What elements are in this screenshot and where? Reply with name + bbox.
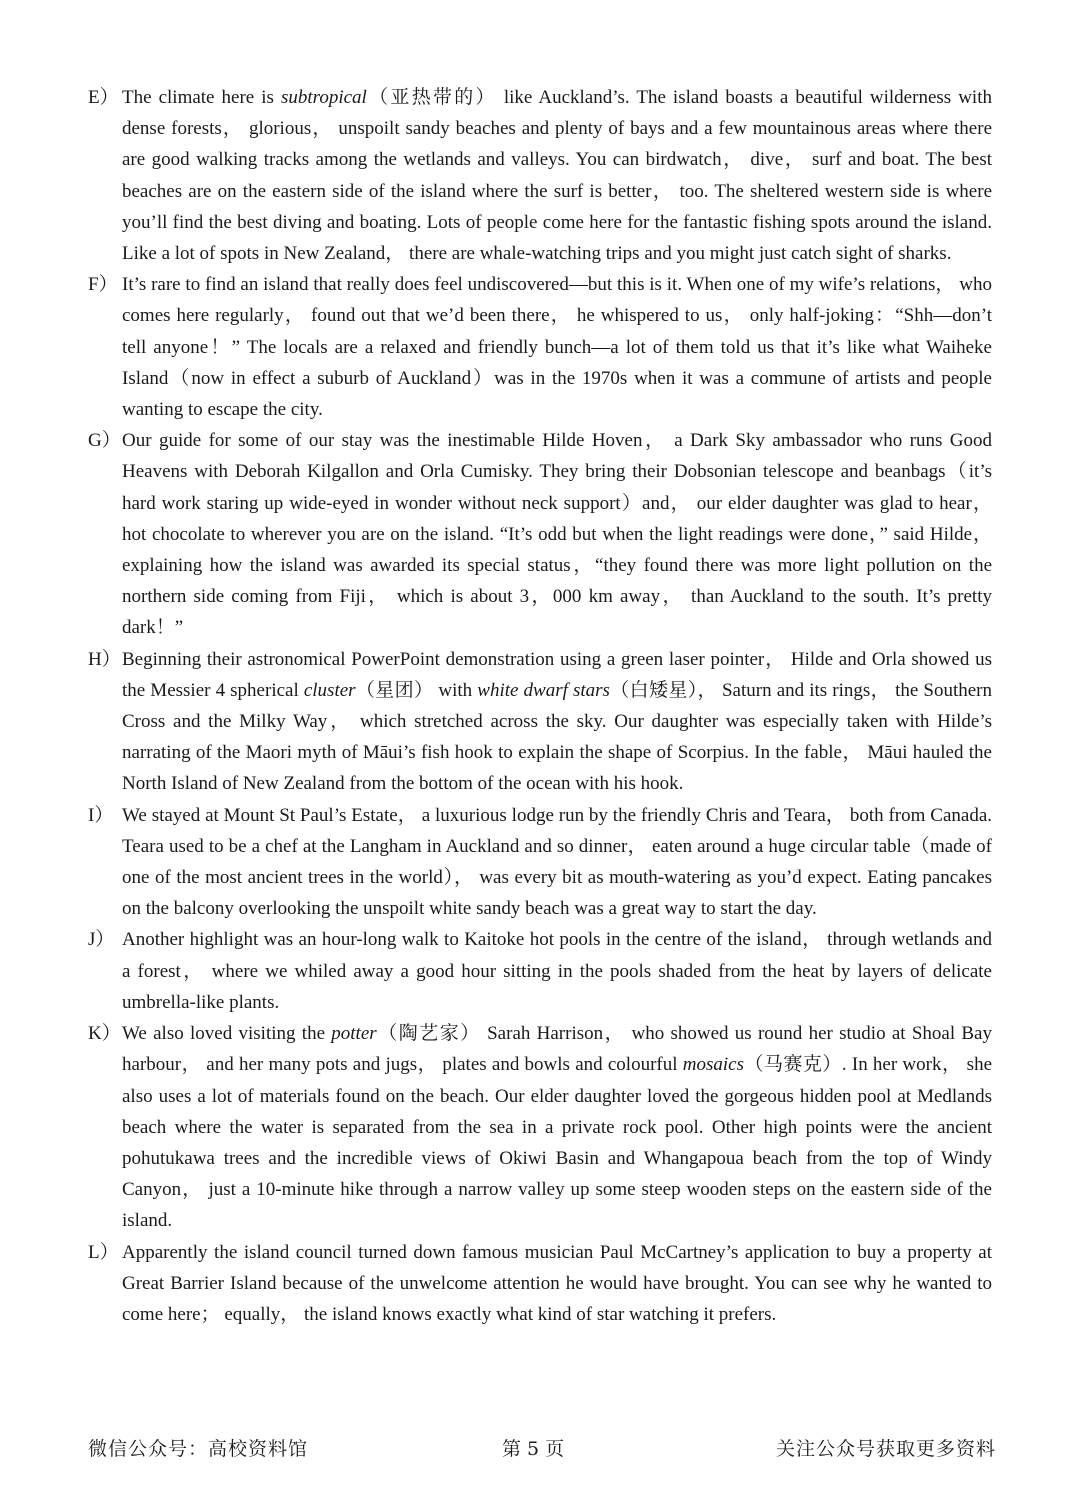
italic-term: white dwarf stars <box>477 679 610 701</box>
paragraph-text <box>122 924 992 1018</box>
text-run: （马赛克）. In her work， she also uses a lot of materials found on the beach. Our elder daughter loved the gorgeous hidden pool at Medlands beach where the water is separated from the sea in a private rock pool. Other high points were the ancient pohutukawa trees and the incredible views of Okiwi Basin and Whangapoua beach from the top of Windy Canyon， just a 10-minute hike through a narrow valley up some steep wooden steps on the eastern side of the island. <box>122 1054 993 1232</box>
paragraph-label: J） <box>88 929 115 951</box>
text-run: （亚热带的） like Auckland’s. The island boasts a beautiful wilderness with dense forests， glorious， unspoilt sandy beaches and plenty of bays and a few mountainous areas where there are good walking tracks among the wetlands and valleys. You can birdwatch， dive， surf and boat. The best beaches are on the eastern side of the island where the surf is better， too. The sheltered western side is where you’ll find the best diving and boating. Lots of people come here for the fantastic fishing spots around the island. Like a lot of spots in New Zealand， there are whale-watching trips and you might just catch sight of sharks. <box>122 87 992 265</box>
text-run: Another highlight was an hour-long walk to Kaitoke hot pools in the centre of the island， through wetlands and a forest， where we whiled away a good hour sitting in the pools shaded from the heat by layers of delicate umbrella-like plants. <box>122 929 992 1013</box>
footer-follow-note: 关注公众号获取更多资料 <box>775 1438 996 1460</box>
paragraph-h <box>88 644 992 800</box>
text-run: （白矮星）， Saturn and its rings， the Southern Cross and the Milky Way， which stretched across the sky. Our daughter was especially taken with Hilde’s narrating of the Maori myth of Māui’s fish hook to explain the shape of Scorpius. In the fable， Māui hauled the North Island of New Zealand from the bottom of the ocean with his hook. <box>122 679 992 795</box>
paragraph-text <box>122 425 992 643</box>
paragraph-label: E） <box>88 87 119 108</box>
text-run: We also loved visiting the <box>122 1023 332 1045</box>
paragraph-text <box>122 82 992 269</box>
italic-term: cluster <box>303 679 356 701</box>
italic-term: mosaics <box>682 1054 744 1076</box>
text-run: （陶艺家） Sarah Harrison， who showed us round her studio at Shoal Bay harbour， and her many pots and jugs， plates and bowls and colourful <box>122 1023 992 1076</box>
text-run: （星团） with <box>355 679 478 701</box>
paragraph-i <box>88 800 992 925</box>
text-run: Beginning their astronomical PowerPoint demonstration using a green laser pointer， Hilde and Orla showed us the Messier 4 spherical <box>122 648 992 701</box>
paragraph-label: L） <box>88 1241 119 1263</box>
text-run: The climate here is <box>122 87 281 108</box>
article-body <box>88 82 992 1330</box>
text-run: Apparently the island council turned down famous musician Paul McCartney’s application to buy a property at Great Barrier Island because of the unwelcome attention he would have brought. You can see why he wanted to come here； equally， the island knows exactly what kind of star watching it prefers. <box>122 1241 992 1325</box>
paragraph-j <box>88 924 992 1018</box>
italic-term: potter <box>331 1023 377 1045</box>
paragraph-g <box>88 425 992 643</box>
text-run: It’s rare to find an island that really does feel undiscovered—but this is it. When one of my wife’s relations， who comes here regularly， found out that we’d been there， he whispered to us， only half-joking：“Shh—don’t tell anyone！” The locals are a relaxed and friendly bunch—a lot of them told us that it’s like what Waiheke Island（now in effect a suburb of Auckland）was in the 1970s when it was a commune of artists and people wanting to escape the city. <box>122 274 992 421</box>
italic-term: subtropical <box>280 87 367 108</box>
text-run: Our guide for some of our stay was the inestimable Hilde Hoven， a Dark Sky ambassador who runs Good Heavens with Deborah Kilgallon and Orla Cumisky. They bring their Dobsonian telescope and beanbags（it’s hard work staring up wide-eyed in wonder without neck support）and， our elder daughter was glad to hear， hot chocolate to wherever you are on the island. “It’s odd but when the light readings were done，” said Hilde， explaining how the island was awarded its special status，“they found there was more light pollution on the northern side coming from Fiji， which is about 3，000 km away， than Auckland to the south. It’s pretty dark！” <box>122 430 992 639</box>
footer-wechat-account: 微信公众号：高校资料馆 <box>88 1438 309 1460</box>
paragraph-label: H） <box>88 648 121 670</box>
paragraph-text <box>122 644 992 800</box>
paragraph-label: F） <box>88 274 118 296</box>
paragraph-text <box>122 1237 992 1331</box>
paragraph-text <box>122 269 992 425</box>
paragraph-k <box>88 1018 992 1236</box>
paragraph-e <box>88 82 992 269</box>
page-number: 第 5 页 <box>502 1438 565 1460</box>
paragraph-f <box>88 269 992 425</box>
page-footer <box>88 1433 996 1465</box>
text-run: We stayed at Mount St Paul’s Estate， a luxurious lodge run by the friendly Chris and Teara， both from Canada. Teara used to be a chef at the Langham in Auckland and so dinner， eaten around a huge circular table（made of one of the most ancient trees in the world）， was every bit as mouth-watering as you’d expect. Eating pancakes on the balcony overlooking the unspoilt white sandy beach was a great way to start the day. <box>122 804 992 920</box>
paragraph-text <box>122 1018 992 1236</box>
paragraph-label: K） <box>88 1023 121 1045</box>
paragraph-label: I） <box>88 804 114 826</box>
paragraph-l <box>88 1237 992 1331</box>
paragraph-label: G） <box>88 430 121 452</box>
paragraph-text <box>122 800 992 925</box>
